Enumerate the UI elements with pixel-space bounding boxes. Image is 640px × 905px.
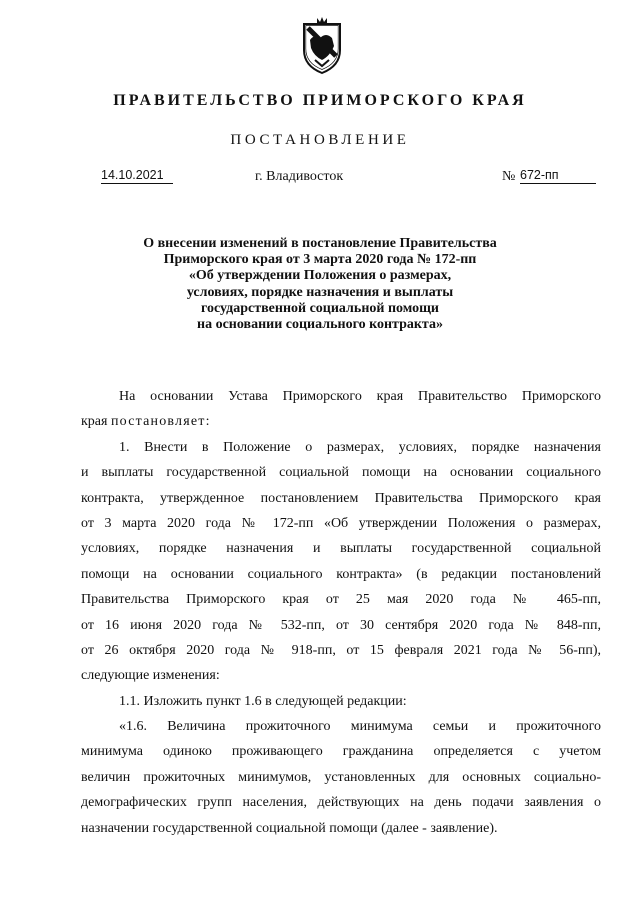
body-line: условиях, порядке назначения и выплаты государственной социальной	[81, 541, 601, 557]
document-city: г. Владивосток	[255, 169, 344, 184]
subject-line: условиях, порядке назначения и выплаты	[186, 284, 454, 300]
coat-of-arms-icon	[300, 16, 344, 76]
body-line: от 3 марта 2020 года № 172-пп «Об утверждении Положения о размерах,	[81, 515, 601, 531]
subject-line: Приморского края от 3 марта 2020 года № 172-пп	[163, 252, 477, 268]
body-line: помощи на основании социального контракта» (в редакции постановлений	[81, 566, 601, 582]
subject-line: «Об утверждении Положения о размерах,	[188, 268, 452, 284]
body-line: Правительства Приморского края от 25 мая 2020 года № 465-пп,	[81, 592, 601, 608]
body-line: контракта, утвержденное постановлением Правительства Приморского края	[81, 490, 601, 506]
body-line: назначении государственной социальной помощи (далее - заявление).	[81, 820, 498, 836]
resolves-word: постановляет:	[110, 414, 211, 430]
document-type: ПОСТАНОВЛЕНИЕ	[230, 132, 410, 148]
body-line: от 16 июня 2020 года № 532-пп, от 30 сентября 2020 года № 848-пп,	[81, 617, 601, 633]
body-line: от 26 октября 2020 года № 918-пп, от 15 февраля 2021 года № 56-пп),	[81, 642, 601, 658]
subject-line: государственной социальной помощи	[201, 300, 439, 316]
body-line: и выплаты государственной социальной помощи на основании социального	[81, 465, 601, 481]
document-number: 672-пп	[520, 168, 596, 184]
number-sign: №	[502, 169, 516, 184]
document-body	[81, 384, 601, 841]
body-line	[81, 409, 601, 434]
subject-line: О внесении изменений в постановление Правительства	[143, 236, 497, 251]
body-line: демографических групп населения, действующих на день подачи заявления о	[81, 795, 601, 811]
subject-line: на основании социального контракта»	[197, 317, 443, 333]
body-line: На основании Устава Приморского края Правительство Приморского	[119, 389, 601, 404]
body-line: минимума одиноко проживающего гражданина определяется с учетом	[81, 744, 601, 760]
body-line: «1.6. Величина прожиточного минимума семьи и прожиточного	[119, 719, 601, 735]
document-date: 14.10.2021	[101, 168, 173, 184]
body-text: края	[81, 414, 111, 430]
body-line: величин прожиточных минимумов, установленных для основных социально-	[81, 769, 601, 785]
document-subject	[60, 236, 580, 333]
government-title: ПРАВИТЕЛЬСТВО ПРИМОРСКОГО КРАЯ	[113, 92, 527, 109]
body-line: 1. Внести в Положение о размерах, условиях, порядке назначения	[119, 439, 601, 455]
body-line: 1.1. Изложить пункт 1.6 в следующей редакции:	[119, 693, 407, 709]
body-line: следующие изменения:	[81, 668, 220, 684]
